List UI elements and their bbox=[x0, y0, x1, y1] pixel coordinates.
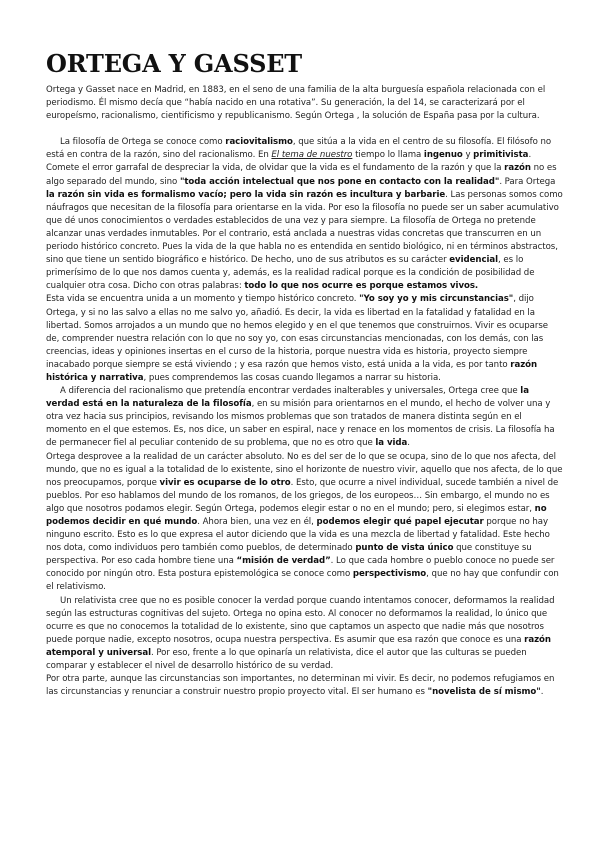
bold-term: todo lo que nos ocurre es porque estamos vivos. bbox=[244, 281, 479, 292]
document-title: ORTEGA Y GASSET bbox=[46, 49, 302, 78]
text-run: . bbox=[407, 438, 410, 449]
bold-term: vivir es ocuparse de lo otro bbox=[159, 477, 291, 488]
text-run: . Lo que cada hombre o pueblo conoce no puede ser conocido por ningún otro. Esta postura epistemológica se conoce como bbox=[46, 556, 555, 580]
text-run: . Ahora bien, una vez en él, bbox=[197, 517, 317, 527]
text-run: porque no hay ninguno escrito. Esto es lo que expresa el autor diciendo que la vida es una mezcla de libertad y fatalidad. Este hecho nos dota, como individuos pero también como pueblos, de determinado bbox=[46, 517, 550, 554]
text-run: . Las personas somos como náufragos que necesitan de la filosofía para orientarse en la vida. Por eso la filosofía no puede ser un saber acumulativo que dé unos conocimientos o verdades establecidos de una vez y para siempre. La filosofía de Ortega no pretende alcanzar unas verdades inmutables. Por el contrario, está anclada a nuestras vidas concretas que transcurren en un periodo histórico concreto. Pues la vida de la que habla no es entendida en sentido biológico, ni en términos abstractos, sino que tiene un sentido biográfico e histórico. De hecho, uno de sus atributos es su carácter bbox=[46, 189, 563, 266]
text-run: , dijo Ortega, y si no las salvo a ellas no me salvo yo, añadió. Es decir, la vida es libertad en la fatalidad y fatalidad en la libertad. Somos arrojados a un mundo que no hemos elegido y en el que tenemos que construirnos. Vivir es ocuparse de, comprender nuestra relación con lo que no soy yo, con esas circunstancias mencionadas, con los demás, con las creencias, ideas y opiniones insertas en el curso de la historia, porque nuestra vida es historia, proyecto siempre inacabado porque siempre se está viviendo ; y esa razón que hemos visto, está unida a la vida, es por tanto bbox=[46, 294, 549, 370]
text-run: . Comete el error garrafal de despreciar la vida, de olvidar que la vida es el fundamento de la razón y que la bbox=[46, 150, 532, 174]
verdad-paragraph bbox=[46, 385, 564, 450]
bold-term: "novelista de sí mismo" bbox=[427, 687, 541, 698]
text-run: , pues comprendemos las cosas cuando llegamos a narrar su historia. bbox=[143, 372, 441, 383]
raciovitalismo-paragraph bbox=[46, 136, 564, 293]
text-run: . Por eso, frente a lo que opinaría un relativista, dice el autor que las culturas se pueden comparar y establecer el nivel de desarrollo histórico de su verdad. bbox=[46, 647, 527, 672]
text-run: y bbox=[462, 150, 474, 161]
text-run: . bbox=[540, 687, 544, 698]
text-run: , que no hay que confundir con el relativismo. bbox=[46, 569, 559, 593]
text-run: La filosofía de Ortega se conoce como bbox=[60, 137, 226, 148]
bold-term: la vida bbox=[375, 438, 408, 449]
bold-term: razón histórica y narrativa bbox=[46, 359, 538, 383]
paragraph-gap bbox=[46, 123, 564, 136]
text-run: Un relativista cree que no es posible conocer la verdad porque cuando intentamos conocer, deformamos la realidad según las estructuras cognitivas del sujeto. Ortega no opina esto. Al conocer no deformamos la realidad, lo único que ocurre es que no conocemos la totalidad de lo existente, sino que captamos un aspecto que nadie más que nosotros puede porque nadie, excepto nosotros, ocupa nuestra perspectiva. Es asumir que esa razón que conoce es una bbox=[46, 595, 555, 645]
bold-term: razón atemporal y universal bbox=[46, 634, 551, 658]
text-run: . Para Ortega bbox=[499, 176, 556, 187]
relativismo-paragraph bbox=[46, 595, 564, 674]
text-run: Ortega desprovee a la realidad de un carácter absoluto. No es del ser de lo que se ocupa, sino de lo que nos afecta, del mundo, que no es igual a la totalidad de lo existente, sino el horizonte de nuestro vivir, aquello que nos afecta, de lo que nos preocupamos, porque bbox=[46, 451, 563, 488]
bold-term: la verdad está en la naturaleza de la filosofía bbox=[46, 386, 529, 410]
text-run: Ortega y Gasset nace en Madrid, en 1883, en el seno de una familia de la alta burguesía española relacionada con el periodismo. Él mismo decía que “había nacido en una rotativa”. Su generación, la del 14, se caracterizará por el europeísmo, racionalismo, cientificismo y republicanismo. Según Ortega , la solución de España pasa por la cultura. bbox=[46, 85, 546, 122]
bold-term: la razón sin vida es formalismo vacío; pero la vida sin razón es incultura y barbarie bbox=[46, 189, 446, 200]
text-run: no es algo separado del mundo, sino bbox=[46, 163, 557, 187]
text-run: Esta vida se encuentra unida a un momento y tiempo histórico concreto. bbox=[46, 294, 360, 305]
bold-term: primitivista bbox=[473, 150, 529, 161]
perspectiva-paragraph bbox=[46, 451, 564, 595]
bold-term: perspectivismo bbox=[352, 569, 427, 580]
bold-term: no podemos decidir en qué mundo bbox=[46, 503, 547, 527]
bold-term: ingenuo bbox=[423, 150, 463, 161]
novelista-paragraph bbox=[46, 673, 564, 699]
text-run: , es lo primerísimo de lo que nos damos cuenta y, además, es la realidad radical porque es la condición de posibilidad de cualquier otra cosa. Dicho con otras palabras: bbox=[46, 255, 535, 292]
bold-term: raciovitalismo bbox=[225, 137, 293, 148]
text-run: que constituye su perspectiva. Por eso cada hombre tiene una bbox=[46, 543, 532, 567]
bold-term: evidencial bbox=[449, 255, 499, 266]
bold-term: "Yo soy yo y mis circunstancias" bbox=[359, 294, 514, 305]
bold-term: “misión de verdad” bbox=[236, 556, 331, 567]
text-run: A diferencia del racionalismo que pretendía encontrar verdades inalterables y universales, Ortega cree que bbox=[60, 386, 521, 397]
text-run: , que sitúa a la vida en el centro de su filosofía. El filósofo no está en contra de la razón, sino del racionalismo. En bbox=[46, 137, 552, 161]
text-run: Por otra parte, aunque las circunstancias son importantes, no determinan mi vivir. Es decir, no podemos refugiamos en las circunstancias y renunciar a construir nuestro propio proyecto vital. El ser humano es bbox=[46, 674, 555, 698]
text-run: . Esto, que ocurre a nivel individual, sucede también a nivel de pueblos. Por eso hablamos del mundo de los romanos, de los griegos, de los europeos… Sin embargo, el mundo no es algo que nosotros podamos elegir. Según Ortega, podemos elegir estar o no en el mundo; pero, si elegimos estar, bbox=[46, 477, 559, 514]
bold-term: "toda acción intelectual que nos pone en contacto con la realidad" bbox=[179, 176, 500, 187]
circunstancias-paragraph bbox=[46, 293, 564, 385]
book-title-link: El tema de nuestro bbox=[271, 150, 353, 161]
text-run: tiempo lo llama bbox=[352, 150, 424, 161]
bold-term: punto de vista único bbox=[355, 543, 454, 554]
bold-term: podemos elegir qué papel ejecutar bbox=[316, 517, 484, 527]
intro-paragraph bbox=[46, 84, 564, 123]
bold-term: razón bbox=[504, 163, 531, 174]
text-run: , en su misión para orientarnos en el mundo, el hecho de volver una y otra vez hacia sus principios, revisando los mismos problemas que son tratados de manera distinta según en el momento en el que estemos. Es, nos dice, un saber en espiral, nace y renace en los momentos de crisis. La filosofía ha de permanecer fiel al peculiar contenido de su problema, que no es otro que bbox=[46, 399, 555, 449]
